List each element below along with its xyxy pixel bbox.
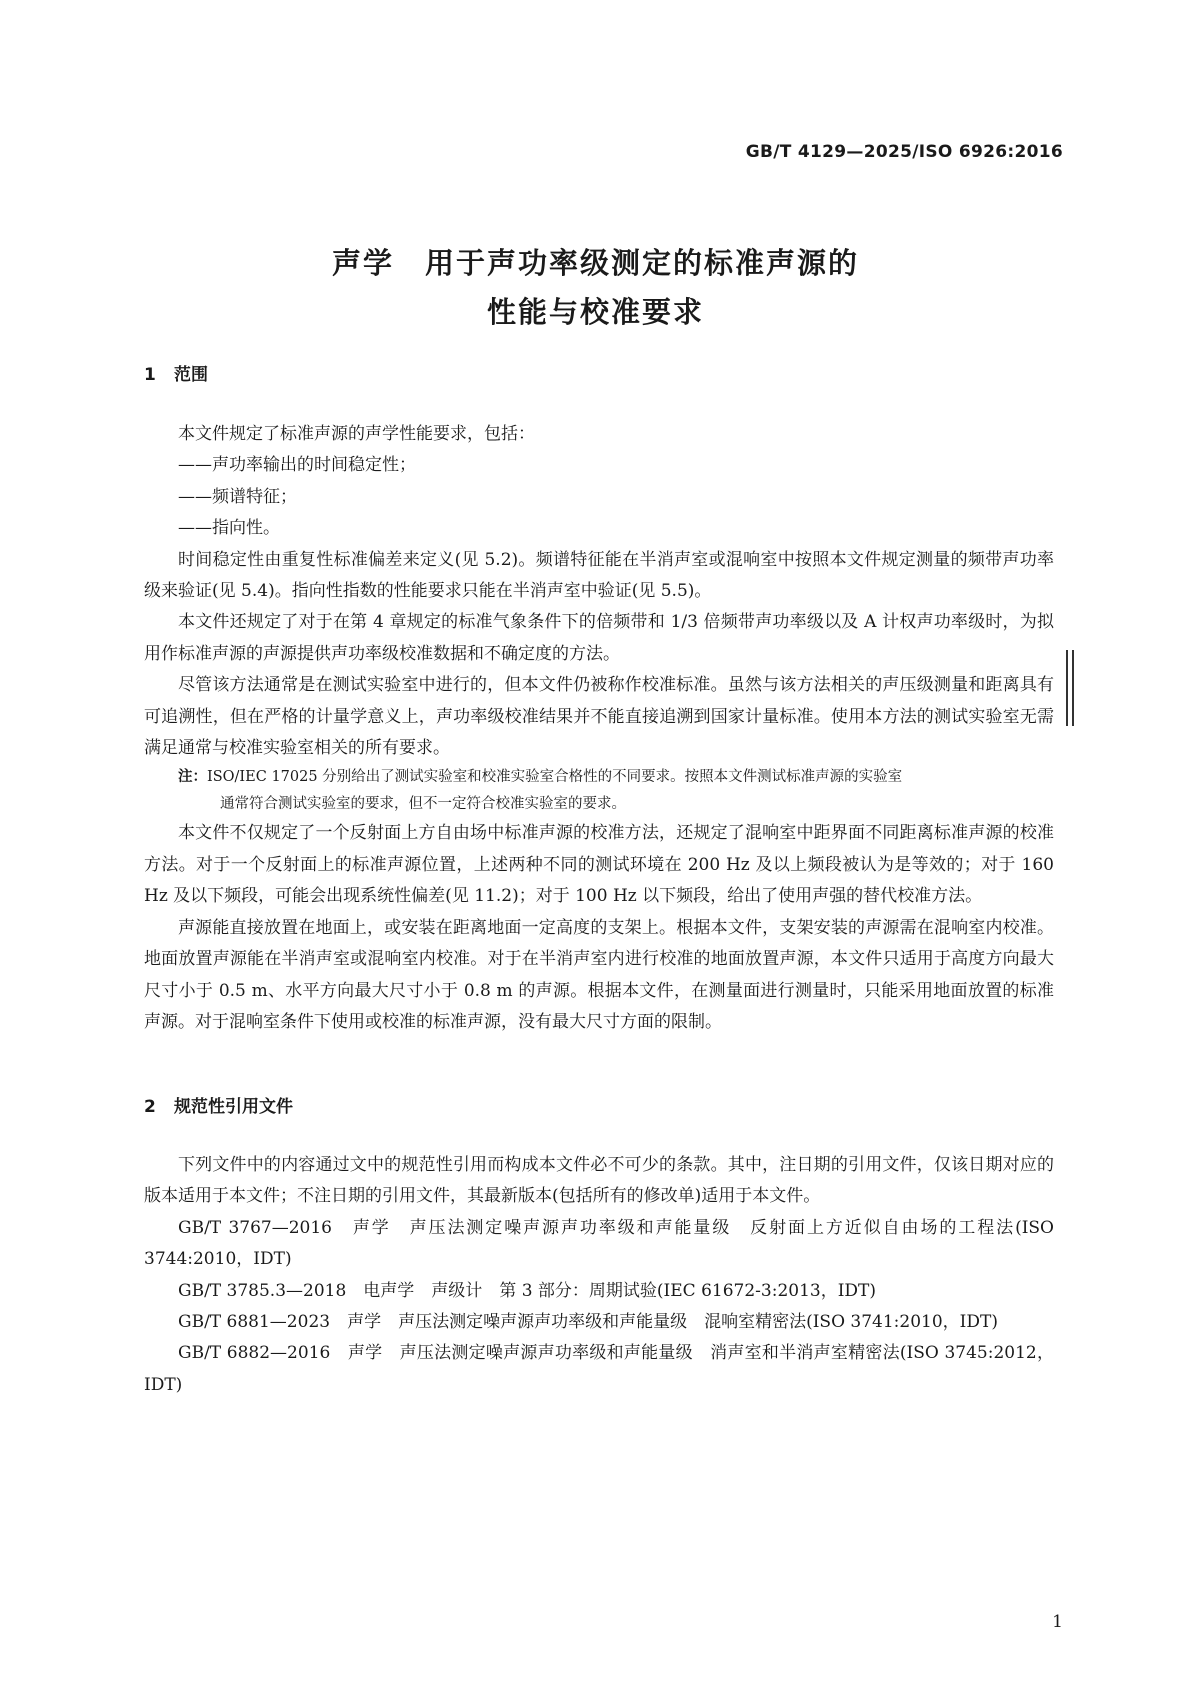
document-title-line2: 性能与校准要求 [486, 295, 704, 329]
paragraph: 时间稳定性由重复性标准偏差来定义(见 5.2)。频谱特征能在半消声室或混响室中按照本文件规定测量的频带声功率级来验证(见 5.4)。指向性指数的性能要求只能在半消声室中验证(见 5.5)。 [144, 549, 1054, 602]
section-heading-normative-references [144, 1092, 293, 1117]
paragraph: 本文件不仅规定了一个反射面上方自由场中标准声源的校准方法，还规定了混响室中距界面不同距离标准声源的校准方法。对于一个反射面上的标准声源位置，上述两种不同的测试环境在 200 Hz 及以上频段被认为是等效的；对于 160 Hz 及以下频段，可能会出现系统性偏差(见 11.2)；对于 100 Hz 以下频段，给出了使用声强的替代校准方法。 [144, 823, 1054, 907]
revision-change-bar [1066, 650, 1074, 726]
page-number: 1 [1052, 1612, 1063, 1632]
list-item: ——指向性。 [178, 518, 280, 539]
section-body-references [144, 1150, 1054, 1401]
note [144, 764, 1054, 818]
note-label: 注： [178, 769, 207, 786]
list-item: ——声功率输出的时间稳定性； [178, 455, 416, 476]
paragraph: 本文件还规定了对于在第 4 章规定的标准气象条件下的倍频带和 1/3 倍频带声功率级以及 A 计权声功率级时，为拟用作标准声源的声源提供声功率级校准数据和不确定度的方法。 [144, 612, 1054, 664]
section-heading-scope [144, 360, 208, 385]
note-text-line1: ISO/IEC 17025 分别给出了测试实验室和校准实验室合格性的不同要求。按照本文件测试标准声源的实验室 [207, 769, 903, 786]
reference-item: GB/T 6881—2023 声学 声压法测定噪声源声功率级和声能量级 混响室精密法(ISO 3741:2010，IDT) [178, 1312, 998, 1333]
reference-item: GB/T 3785.3—2018 电声学 声级计 第 3 部分：周期试验(IEC 61672-3:2013，IDT) [178, 1280, 877, 1301]
section-title: 范围 [174, 365, 208, 385]
section-number: 1 [144, 365, 156, 385]
standard-id-header: GB/T 4129—2025/ISO 6926:2016 [745, 142, 1063, 162]
note-text-line2: 通常符合测试实验室的要求，但不一定符合校准实验室的要求。 [220, 796, 626, 813]
paragraph: 本文件规定了标准声源的声学性能要求，包括： [178, 424, 535, 444]
section-title: 规范性引用文件 [174, 1097, 293, 1117]
document-title-line1: 声学 用于声功率级测定的标准声源的 [331, 246, 859, 280]
list-item: ——频谱特征； [178, 486, 297, 507]
reference-item: GB/T 3767—2016 声学 声压法测定噪声源声功率级和声能量级 反射面上方近似自由场的工程法(ISO 3744:2010，IDT) [144, 1217, 1054, 1270]
section-number: 2 [144, 1097, 156, 1117]
section-body-scope [144, 419, 1054, 1038]
paragraph: 声源能直接放置在地面上，或安装在距离地面一定高度的支架上。根据本文件，支架安装的声源需在混响室内校准。地面放置声源能在半消声室或混响室内校准。对于在半消声室内进行校准的地面放置声源，本文件只适用于高度方向最大尺寸小于 0.5 m、水平方向最大尺寸小于 0.8 m 的声源。根据本文件，在测量面进行测量时，只能采用地面放置的标准声源。对于混响室条件下使用或校准的标准声源，没有最大尺寸方面的限制。 [144, 917, 1054, 1032]
reference-item: GB/T 6882—2016 声学 声压法测定噪声源声功率级和声能量级 消声室和半消声室精密法(ISO 3745:2012，IDT) [144, 1343, 1054, 1395]
paragraph: 下列文件中的内容通过文中的规范性引用而构成本文件必不可少的条款。其中，注日期的引用文件，仅该日期对应的版本适用于本文件；不注日期的引用文件，其最新版本(包括所有的修改单)适用于本文件。 [144, 1155, 1054, 1207]
paragraph: 尽管该方法通常是在测试实验室中进行的，但本文件仍被称作校准标准。虽然与该方法相关的声压级测量和距离具有可追溯性，但在严格的计量学意义上，声功率级校准结果并不能直接追溯到国家计量标准。使用本方法的测试实验室无需满足通常与校准实验室相关的所有要求。 [144, 675, 1054, 759]
